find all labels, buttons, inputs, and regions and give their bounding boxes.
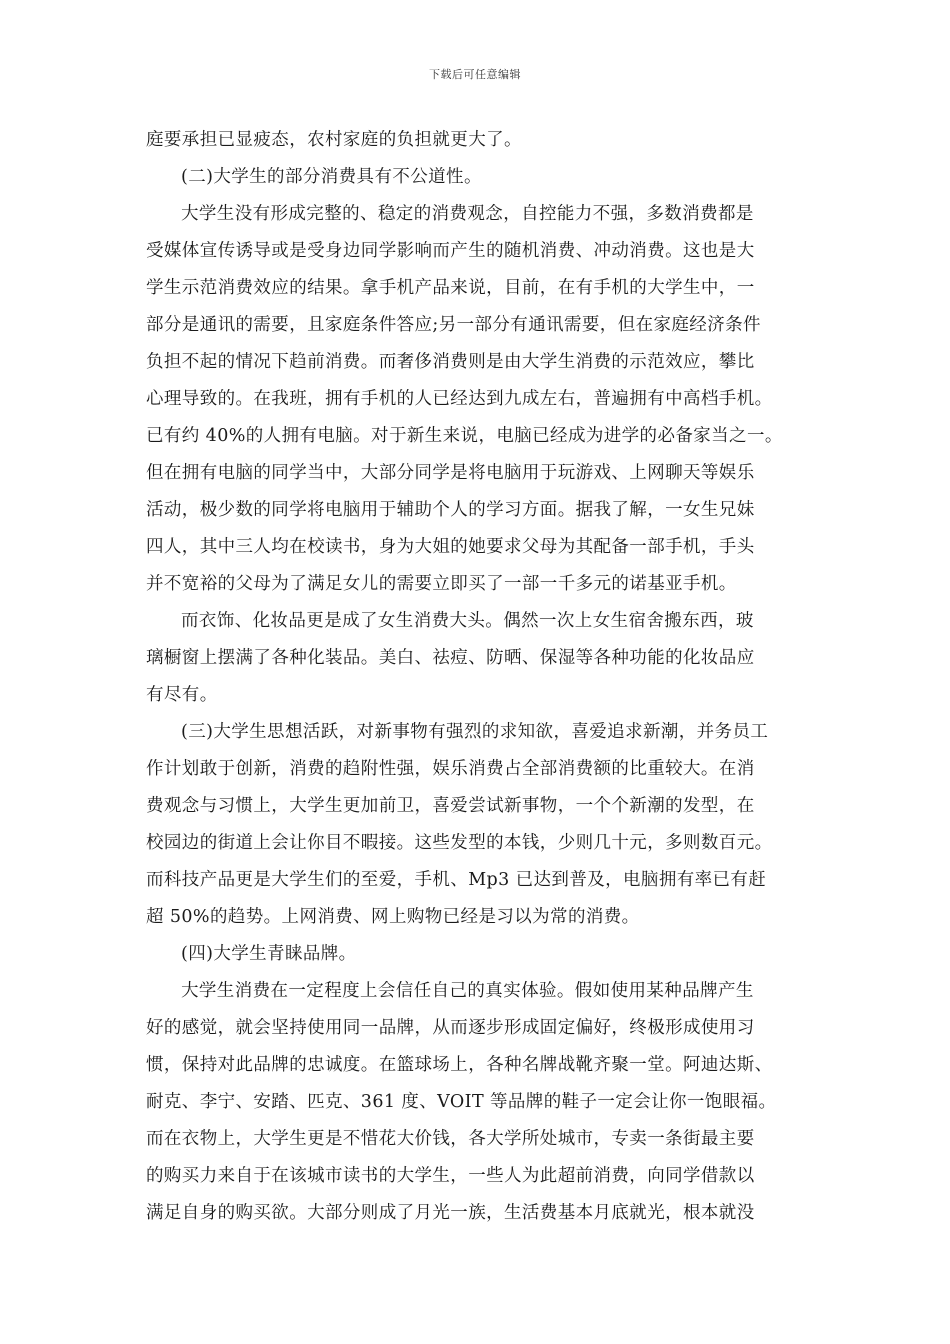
text-line: 庭要承担已显疲态，农村家庭的负担就更大了。	[146, 130, 522, 150]
text-line: 而科技产品更是大学生们的至爱，手机、Mp3 已达到普及，电脑拥有率已有赶	[146, 870, 767, 890]
text-line: 心理导致的。在我班，拥有手机的人已经达到九成左右，普遍拥有中高档手机。	[146, 389, 773, 409]
text-line: 学生示范消费效应的结果。拿手机产品来说，目前，在有手机的大学生中，一	[146, 278, 755, 298]
text-line: 活动，极少数的同学将电脑用于辅助个人的学习方面。据我了解，一女生兄妹	[146, 500, 755, 520]
text-line: (二)大学生的部分消费具有不公道性。	[181, 167, 482, 187]
text-line: 已有约 40%的人拥有电脑。对于新生来说，电脑已经成为进学的必备家当之一。	[146, 426, 783, 446]
text-line: 的购买力来自于在该城市读书的大学生，一些人为此超前消费，向同学借款以	[146, 1166, 755, 1186]
text-line: 超 50%的趋势。上网消费、网上购物已经是习以为常的消费。	[146, 907, 640, 927]
text-line: 而在衣物上，大学生更是不惜花大价钱，各大学所处城市，专卖一条街最主要	[146, 1129, 755, 1149]
text-line: 作计划敢于创新，消费的趋附性强，娱乐消费占全部消费额的比重较大。在消	[146, 759, 755, 779]
text-line: 四人，其中三人均在校读书，身为大姐的她要求父母为其配备一部手机，手头	[146, 537, 755, 557]
text-line: 校园边的街道上会让你目不暇接。这些发型的本钱，少则几十元，多则数百元。	[146, 833, 773, 853]
text-line: 负担不起的情况下趋前消费。而奢侈消费则是由大学生消费的示范效应，攀比	[146, 352, 755, 372]
text-line: 受媒体宣传诱导或是受身边同学影响而产生的随机消费、冲动消费。这也是大	[146, 241, 755, 261]
text-line: (四)大学生青睐品牌。	[181, 944, 357, 964]
text-line: 满足自身的购买欲。大部分则成了月光一族，生活费基本月底就光，根本就没	[146, 1203, 755, 1223]
text-line: 并不宽裕的父母为了满足女儿的需要立即买了一部一千多元的诺基亚手机。	[146, 574, 737, 594]
text-line: 但在拥有电脑的同学当中，大部分同学是将电脑用于玩游戏、上网聊天等娱乐	[146, 463, 755, 483]
text-line: 部分是通讯的需要，且家庭条件答应;另一部分有通讯需要，但在家庭经济条件	[146, 315, 761, 335]
text-line: 费观念与习惯上，大学生更加前卫，喜爱尝试新事物，一个个新潮的发型，在	[146, 796, 755, 816]
text-line: 有尽有。	[146, 685, 218, 705]
text-line: 而衣饰、化妆品更是成了女生消费大头。偶然一次上女生宿舍搬东西，玻	[181, 611, 754, 631]
text-line: 大学生没有形成完整的、稳定的消费观念，自控能力不强，多数消费都是	[181, 204, 754, 224]
page-header: 下载后可任意编辑	[429, 68, 521, 81]
text-line: 大学生消费在一定程度上会信任自己的真实体验。假如使用某种品牌产生	[181, 981, 754, 1001]
text-line: 璃橱窗上摆满了各种化装品。美白、祛痘、防晒、保湿等各种功能的化妆品应	[146, 648, 755, 668]
text-line: (三)大学生思想活跃，对新事物有强烈的求知欲，喜爱追求新潮，并务员工	[181, 722, 769, 742]
text-line: 好的感觉，就会坚持使用同一品牌，从而逐步形成固定偏好，终极形成使用习	[146, 1018, 755, 1038]
text-line: 惯，保持对此品牌的忠诚度。在篮球场上，各种名牌战靴齐聚一堂。阿迪达斯、	[146, 1055, 773, 1075]
document-body	[146, 122, 810, 1232]
text-line: 耐克、李宁、安踏、匹克、361 度、VOIT 等品牌的鞋子一定会让你一饱眼福。	[146, 1092, 777, 1112]
